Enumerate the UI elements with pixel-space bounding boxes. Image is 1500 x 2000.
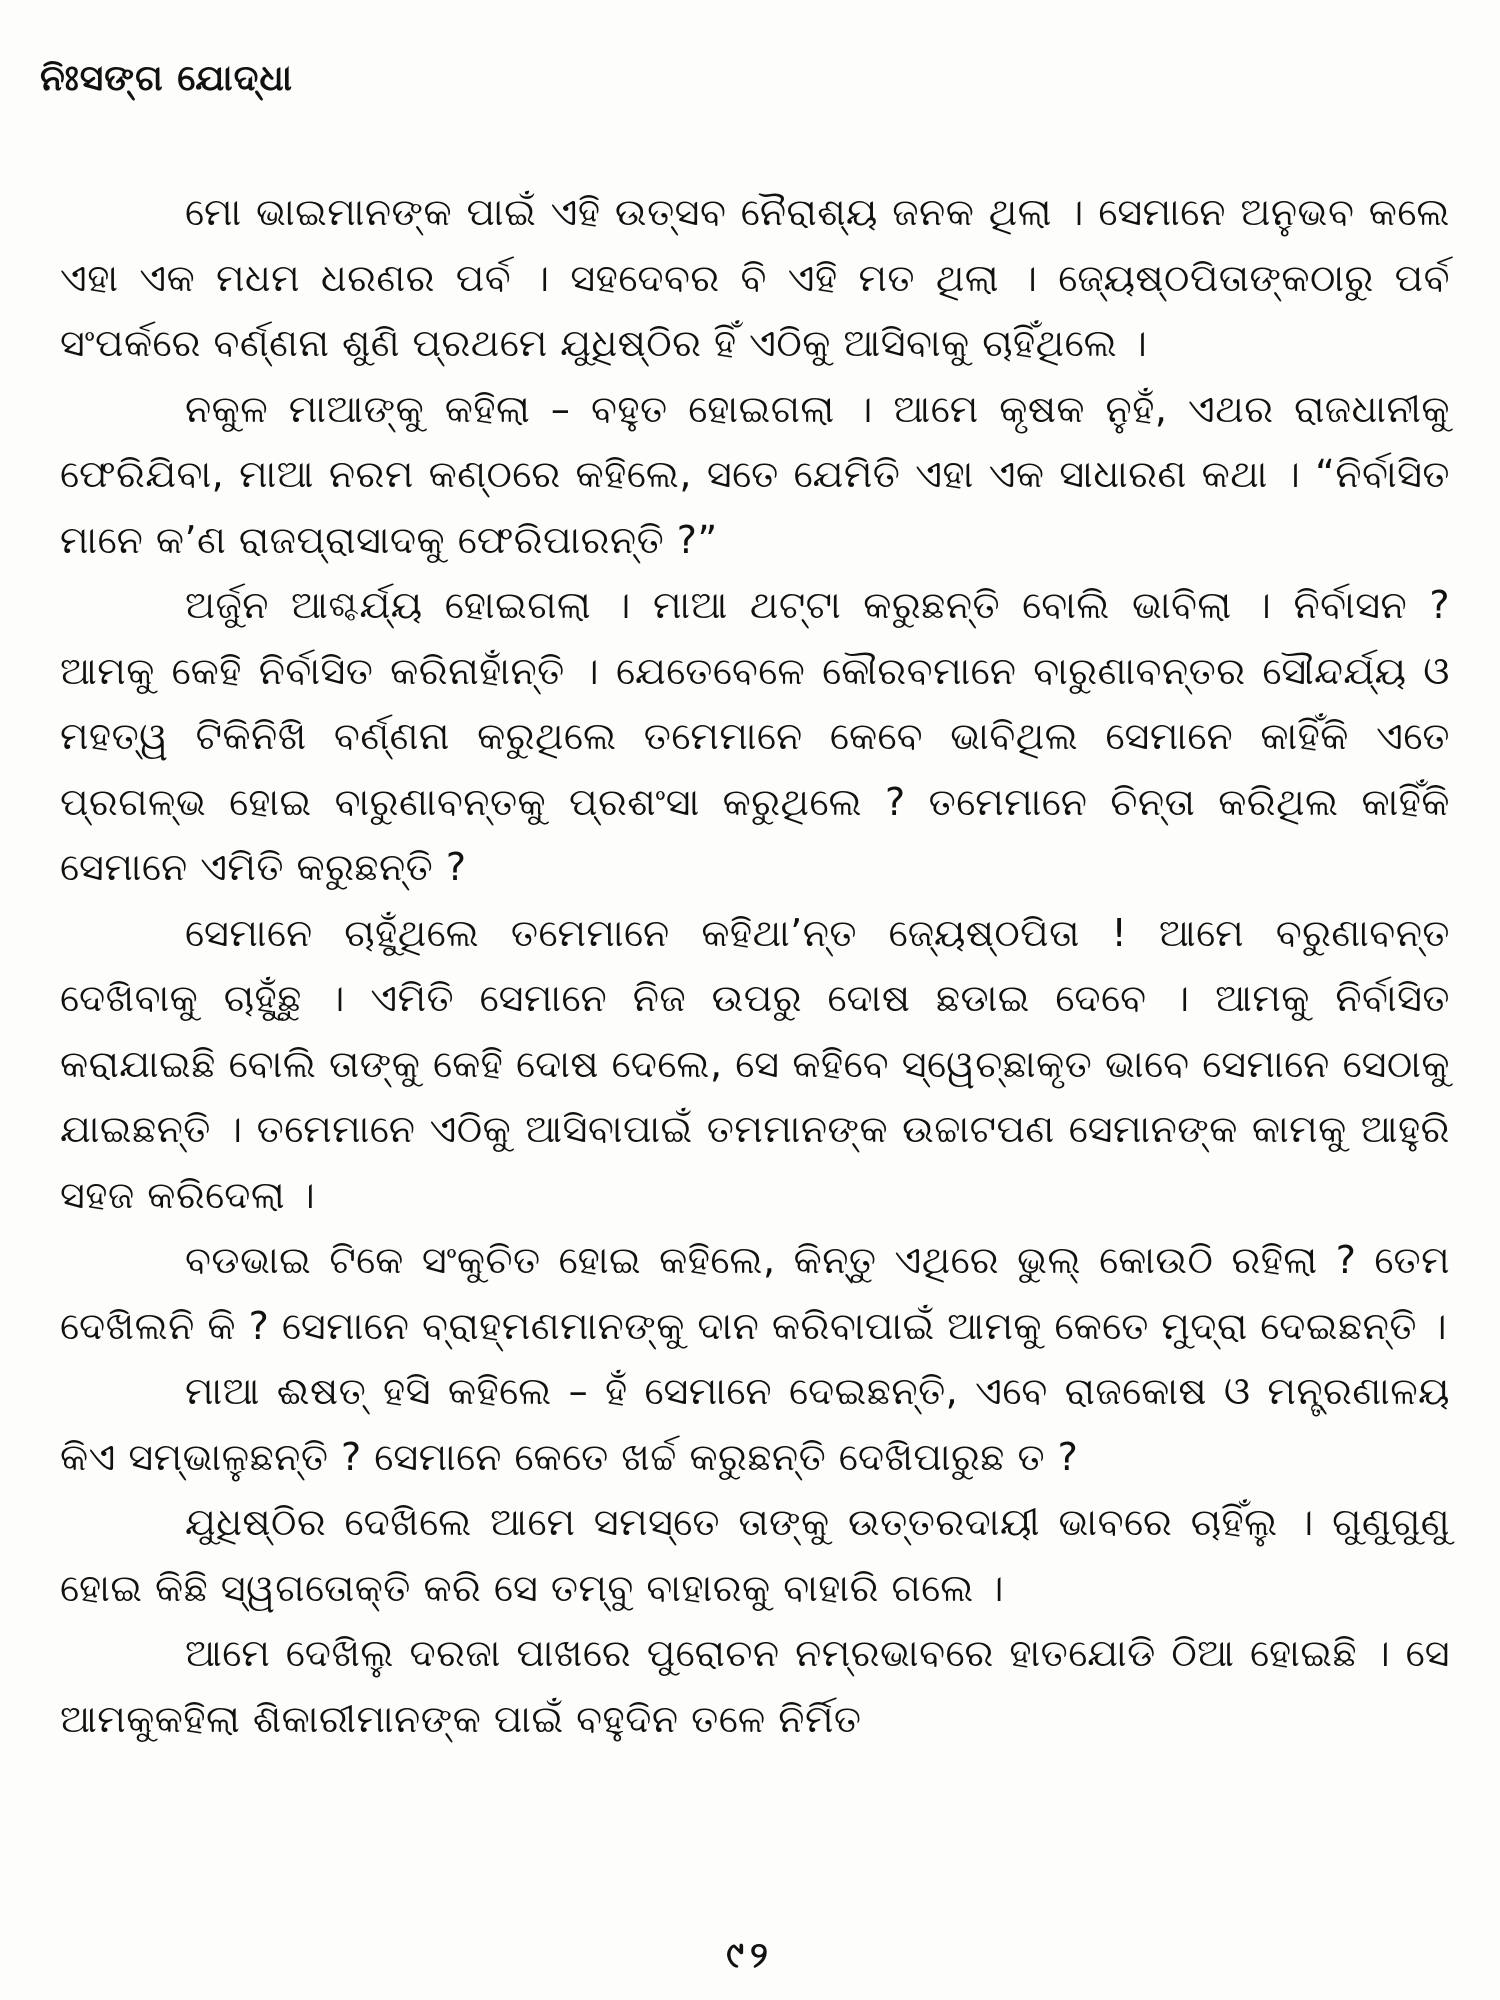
paragraph-1: ମୋ ଭାଇମାନଙ୍କ ପାଇଁ ଏହି ଉତ୍ସବ ନୈରାଶ୍ୟ ଜନକ ଥିଲା । ସେମାନେ ଅନୁଭବ କଲେ ଏହା ଏକ ମଧମ ଧରଣର ପର୍ବ । ସହଦେବର ବି ଏହି ମତ ଥିଲା । ଜ୍ୟେଷ୍ଠପିତାଙ୍କଠାରୁ ପର୍ବ ସଂପର୍କରେ ବର୍ଣ୍ଣନା ଶୁଣି ପ୍ରଥମେ ଯୁଧିଷ୍ଠିର ହିଁ ଏଠିକୁ ଆସିବାକୁ ଚାହିଁଥିଲେ । [60,190,1450,365]
paragraph-6: ମାଆ ଈଷତ୍ ହସି କହିଲେ – ହଁ ସେମାନେ ଦେଇଛନ୍ତି, ଏବେ ରାଜକୋଷ ଓ ମନ୍ତ୍ରଣାଳୟ କିଏ ସମ୍ଭାଳୁଛନ୍ତି ? ସେମାନେ କେତେ ଖର୍ଚ୍ଚ କରୁଛନ୍ତି ଦେଖିପାରୁଛ ତ ? [60,1369,1450,1479]
page-number: ୯୨ [726,1935,774,1976]
paragraph-2: ନକୁଳ ମାଆଙ୍କୁ କହିଲା – ବହୁତ ହୋଇଗଲା । ଆମେ କୃଷକ ନୁହଁ, ଏଥର ରାଜଧାନୀକୁ ଫେରିଯିବା, ମାଆ ନରମ କଣ୍ଠରେ କହିଲେ, ସତେ ଯେମିତି ଏହା ଏକ ସାଧାରଣ କଥା । “ନିର୍ବାସିତ ମାନେ କ’ଣ ରାଜପ୍ରାସାଦକୁ ଫେରିପାରନ୍ତି ?” [60,386,1450,562]
paragraph-7: ଯୁଧିଷ୍ଠିର ଦେଖିଲେ ଆମେ ସମସ୍ତେ ତାଙ୍କୁ ଉତ୍ତରଦାୟୀ ଭାବରେ ଚାହିଁଲୁ । ଗୁଣୁଗୁଣୁ ହୋଇ କିଛି ସ୍ୱଗତୋକ୍ତି କରି ସେ ତମ୍ବୁ ବାହାରକୁ ବାହାରି ଗଲେ । [60,1500,1450,1610]
body-text [60,180,1450,1752]
paragraph-4: ସେମାନେ ଚାହୁଁଥିଲେ ତମେମାନେ କହିଥା’ନ୍ତ ଜ୍ୟେଷ୍ଠପିତା ! ଆମେ ବରୁଣାବନ୍ତ ଦେଖିବାକୁ ଚାହୁଁଛୁ । ଏମିତି ସେମାନେ ନିଜ ଉପରୁ ଦୋଷ ଛଡାଇ ଦେବେ । ଆମକୁ ନିର୍ବାସିତ କରାଯାଇଛି ବୋଲି ତାଙ୍କୁ କେହି ଦୋଷ ଦେଲେ, ସେ କହିବେ ସ୍ୱେଚ୍ଛାକୃତ ଭାବେ ସେମାନେ ସେଠାକୁ ଯାଇଛନ୍ତି । ତମେମାନେ ଏଠିକୁ ଆସିବାପାଇଁ ତମମାନଙ୍କ ଉଚ୍ଚାଟପଣ ସେମାନଙ୍କ କାମକୁ ଆହୁରି ସହଜ କରିଦେଲା । [60,910,1450,1217]
paragraph-5: ବଡଭାଇ ଟିକେ ସଂକୁଚିତ ହୋଇ କହିଲେ, କିନ୍ତୁ ଏଥିରେ ଭୁଲ୍ କୋଉଠି ରହିଲା ? ତେମ ଦେଖିଲନି କି ? ସେମାନେ ବ୍ରାହ୍ମଣମାନଙ୍କୁ ଦାନ କରିବାପାଇଁ ଆମକୁ କେତେ ମୁଦ୍ରା ଦେଇଛନ୍ତି । [60,1238,1450,1348]
paragraph-3: ଅର୍ଜୁନ ଆଶ୍ଚର୍ଯ୍ୟ ହୋଇଗଲା । ମାଆ ଥଟ୍ଟା କରୁଛନ୍ତି ବୋଲି ଭାବିଲା । ନିର୍ବାସନ ? ଆମକୁ କେହି ନିର୍ବାସିତ କରିନାହାଁନ୍ତି । ଯେତେବେଳେ କୌରବମାନେ ବାରୁଣାବନ୍ତର ସୌନ୍ଦର୍ଯ୍ୟ ଓ ମହତ୍ୱ ଟିକିନିଖି ବର୍ଣ୍ଣନା କରୁଥିଲେ ତମେମାନେ କେବେ ଭାବିଥିଲ ସେମାନେ କାହିଁକି ଏତେ ପ୍ରଗଳ୍ଭ ହୋଇ ବାରୁଣାବନ୍ତକୁ ପ୍ରଶଂସା କରୁଥିଲେ ? ତମେମାନେ ଚିନ୍ତା କରିଥିଲ କାହିଁକି ସେମାନେ ଏମିତି କରୁଛନ୍ତି ? [60,583,1450,889]
paragraph-8: ଆମେ ଦେଖିଲୁ ଦରଜା ପାଖରେ ପୁରୋଚନ ନମ୍ରଭାବରେ ହାତଯୋଡି ଠିଆ ହୋଇଛି । ସେ ଆମକୁକହିଲା ଶିକାରୀମାନଙ୍କ ପାଇଁ ବହୁଦିନ ତଳେ ନିର୍ମିତ [60,1631,1450,1741]
running-title: ନିଃସଙ୍ଗ ଯୋଦ୍ଧା [40,58,293,99]
